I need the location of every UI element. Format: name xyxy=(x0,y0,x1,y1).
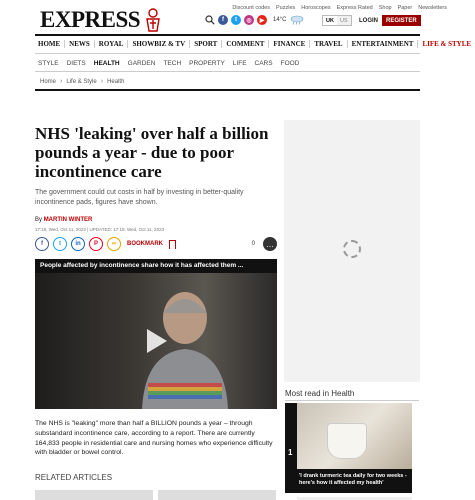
logo-wordmark: EXPRESS xyxy=(40,7,141,32)
region-switcher xyxy=(322,15,352,26)
utility-link-express-rated[interactable]: Express Rated xyxy=(336,5,373,11)
bookmark-icon[interactable] xyxy=(169,240,176,249)
cloud-rain-icon xyxy=(289,15,305,25)
loading-spinner-icon xyxy=(343,240,361,258)
comment-icon[interactable]: … xyxy=(263,237,277,251)
share-bar xyxy=(35,236,277,252)
register-button[interactable]: REGISTER xyxy=(382,15,421,26)
share-twitter-icon[interactable]: t xyxy=(53,237,67,251)
teacup-image xyxy=(327,423,367,459)
breadcrumb-life-style[interactable]: Life & Style xyxy=(66,78,97,85)
nav-comment[interactable]: COMMENT xyxy=(222,40,269,48)
byline xyxy=(35,217,92,223)
related-article-thumb[interactable] xyxy=(158,490,276,500)
share-link-icon[interactable]: ∞ xyxy=(107,237,121,251)
header-tools xyxy=(205,15,305,25)
author-link[interactable]: MARTIN WINTER xyxy=(43,217,93,223)
most-read-image xyxy=(297,403,412,469)
article-dateline: 17:19, Wed, Oct 11, 2023 | UPDATED: 17:19, Wed, Oct 11, 2023 xyxy=(35,227,165,232)
region-us-button[interactable]: US xyxy=(337,16,351,25)
subnav-tech[interactable]: TECH xyxy=(163,60,182,67)
subnav-health[interactable]: HEALTH xyxy=(93,60,120,67)
video-player[interactable] xyxy=(35,259,277,409)
twitter-icon[interactable]: t xyxy=(231,15,241,25)
nav-royal[interactable]: ROYAL xyxy=(95,40,129,48)
subnav-cars[interactable]: CARS xyxy=(254,60,273,67)
search-icon[interactable] xyxy=(205,15,215,25)
play-icon[interactable] xyxy=(147,329,167,353)
utility-link-horoscopes[interactable]: Horoscopes xyxy=(301,5,331,11)
instagram-icon[interactable]: ◎ xyxy=(244,15,254,25)
subnav-life[interactable]: LIFE xyxy=(232,60,247,67)
byline-prefix: By xyxy=(35,217,43,223)
nav-showbiz-tv[interactable]: SHOWBIZ & TV xyxy=(128,40,190,48)
most-read-rank: 1 xyxy=(288,448,293,457)
utility-link-shop[interactable]: Shop xyxy=(378,5,392,11)
related-articles-heading: RELATED ARTICLES xyxy=(35,473,113,482)
region-uk-button[interactable]: UK xyxy=(323,16,337,25)
utility-link-paper[interactable]: Paper xyxy=(397,5,413,11)
youtube-icon[interactable]: ▶ xyxy=(257,15,267,25)
utility-link-puzzles[interactable]: Puzzles xyxy=(276,5,296,11)
nav-finance[interactable]: FINANCE xyxy=(269,40,310,48)
share-facebook-icon[interactable]: f xyxy=(35,237,49,251)
article-headline: NHS 'leaking' over half a billion pounds a year - due to poor incontinence care xyxy=(35,124,269,181)
nav-sport[interactable]: SPORT xyxy=(190,40,222,48)
share-linkedin-icon[interactable]: in xyxy=(71,237,85,251)
facebook-icon[interactable]: f xyxy=(218,15,228,25)
chevron-right-icon: › xyxy=(100,78,104,85)
article-body-paragraph: The NHS is "leaking" more than half a BILLION pounds a year – through substandard incontinence care, according to a report. There are currently 164,833 people in residential care and nursing homes who experience difficulty with bladder or bowel control. xyxy=(35,420,273,457)
utility-link-discount-codes[interactable]: Discount codes xyxy=(232,5,271,11)
most-read-heading: Most read in Health xyxy=(285,389,355,398)
subnav-food[interactable]: FOOD xyxy=(280,60,300,67)
most-read-item[interactable] xyxy=(285,403,412,493)
bookmark-button[interactable]: BOOKMARK xyxy=(127,241,163,247)
breadcrumb-home[interactable]: Home xyxy=(40,78,57,85)
breadcrumb xyxy=(40,78,124,85)
sub-nav xyxy=(38,60,299,67)
weather-temperature: 14°C xyxy=(273,17,287,23)
most-read-title: 'I drank turmeric tea daily for two weeks - here's how it affected my health' xyxy=(299,473,407,486)
utility-links xyxy=(232,5,447,11)
most-read-divider xyxy=(285,400,419,401)
related-articles-list xyxy=(35,490,276,500)
comment-count: 0 xyxy=(251,241,255,247)
site-logo[interactable] xyxy=(40,7,164,33)
header-divider xyxy=(35,34,420,36)
crusader-crest-icon xyxy=(142,7,164,33)
subnav-property[interactable]: PROPERTY xyxy=(189,60,225,67)
subnav-garden[interactable]: GARDEN xyxy=(127,60,156,67)
nav-news[interactable]: NEWS xyxy=(65,40,95,48)
video-title: People affected by incontinence share how it has affected them ... xyxy=(35,259,277,273)
breadcrumb-health[interactable]: Health xyxy=(107,78,125,85)
chevron-right-icon: › xyxy=(60,78,63,85)
related-article-thumb[interactable] xyxy=(35,490,153,500)
nav-life-style[interactable]: LIFE & STYLE xyxy=(422,40,472,48)
subnav-divider xyxy=(35,71,420,72)
nav-divider xyxy=(35,53,420,54)
article-standfirst: The government could cut costs in half by investing in better-quality incontinence pads, figures have shown. xyxy=(35,189,244,206)
share-pinterest-icon[interactable]: P xyxy=(89,237,103,251)
login-button[interactable]: LOGIN xyxy=(359,17,378,24)
subnav-style[interactable]: STYLE xyxy=(38,60,59,67)
nav-travel[interactable]: TRAVEL xyxy=(310,40,347,48)
breadcrumb-divider xyxy=(35,89,420,91)
utility-link-newsletters[interactable]: Newsletters xyxy=(418,5,447,11)
nav-entertainment[interactable]: ENTERTAINMENT xyxy=(348,40,419,48)
main-nav xyxy=(38,40,475,48)
nav-home[interactable]: HOME xyxy=(38,40,65,48)
subnav-diets[interactable]: DIETS xyxy=(66,60,86,67)
